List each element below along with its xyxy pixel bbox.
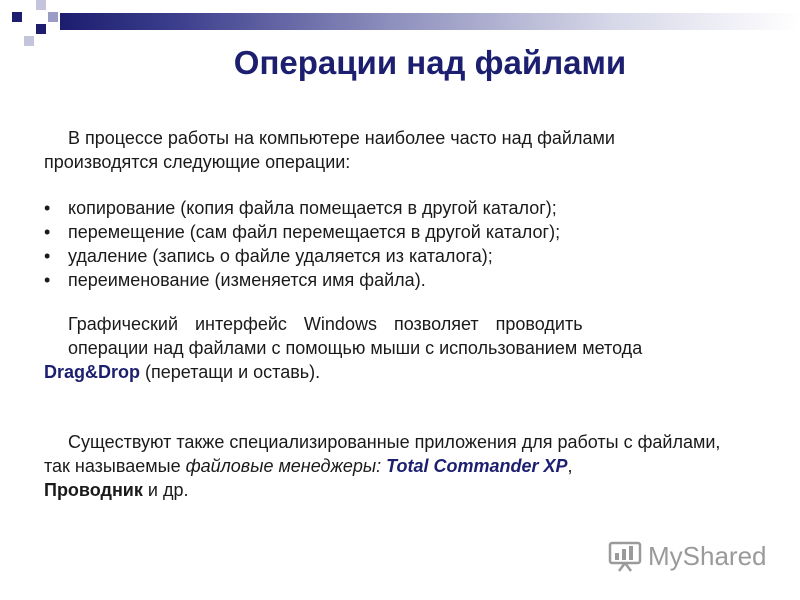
- explorer-name: Проводник: [44, 480, 143, 500]
- myshared-logo-icon: [608, 539, 642, 573]
- bullet-icon: •: [44, 198, 51, 218]
- windows-paragraph-line2: операции над файлами с помощью мыши с использованием метода: [68, 338, 643, 358]
- deco-square: [36, 24, 46, 34]
- list-item: • удаление (запись о файле удаляется из каталога);: [44, 246, 493, 266]
- total-commander-name: Total Commander XP: [386, 456, 568, 476]
- drag-drop-term: Drag&Drop: [44, 362, 141, 382]
- myshared-watermark: [608, 536, 767, 576]
- windows-paragraph-line1: Графический интерфейс Windows позволяет проводить: [68, 314, 583, 334]
- list-item: • перемещение (сам файл перемещается в другой каталог);: [44, 222, 561, 242]
- bullet-icon: •: [44, 246, 51, 266]
- deco-square: [48, 12, 58, 22]
- slide-title: Операции над файлами: [233, 44, 627, 81]
- bullet-icon: •: [44, 270, 51, 290]
- header-gradient-bar: [60, 13, 800, 30]
- deco-square: [36, 0, 46, 10]
- file-managers-term: файловые менеджеры:: [185, 456, 382, 476]
- file-managers-paragraph: Существуют также специализированные приложения для работы с файлами, так называемые файловые менеджеры: Total Commander XP, Проводник и др.: [44, 432, 721, 500]
- windows-paragraph: [44, 312, 734, 384]
- watermark-text: MyShared: [648, 540, 767, 571]
- operations-list: [44, 196, 734, 292]
- list-item: • переименование (изменяется имя файла).: [44, 270, 426, 290]
- deco-square: [12, 12, 22, 22]
- drag-drop-explanation: (перетащи и оставь).: [140, 362, 321, 382]
- intro-paragraph: В процессе работы на компьютере наиболее часто над файлами производятся следующие операции:: [44, 128, 615, 172]
- list-item: • копирование (копия файла помещается в другой каталог);: [44, 198, 557, 218]
- slide-body: [44, 126, 734, 502]
- bullet-icon: •: [44, 222, 51, 242]
